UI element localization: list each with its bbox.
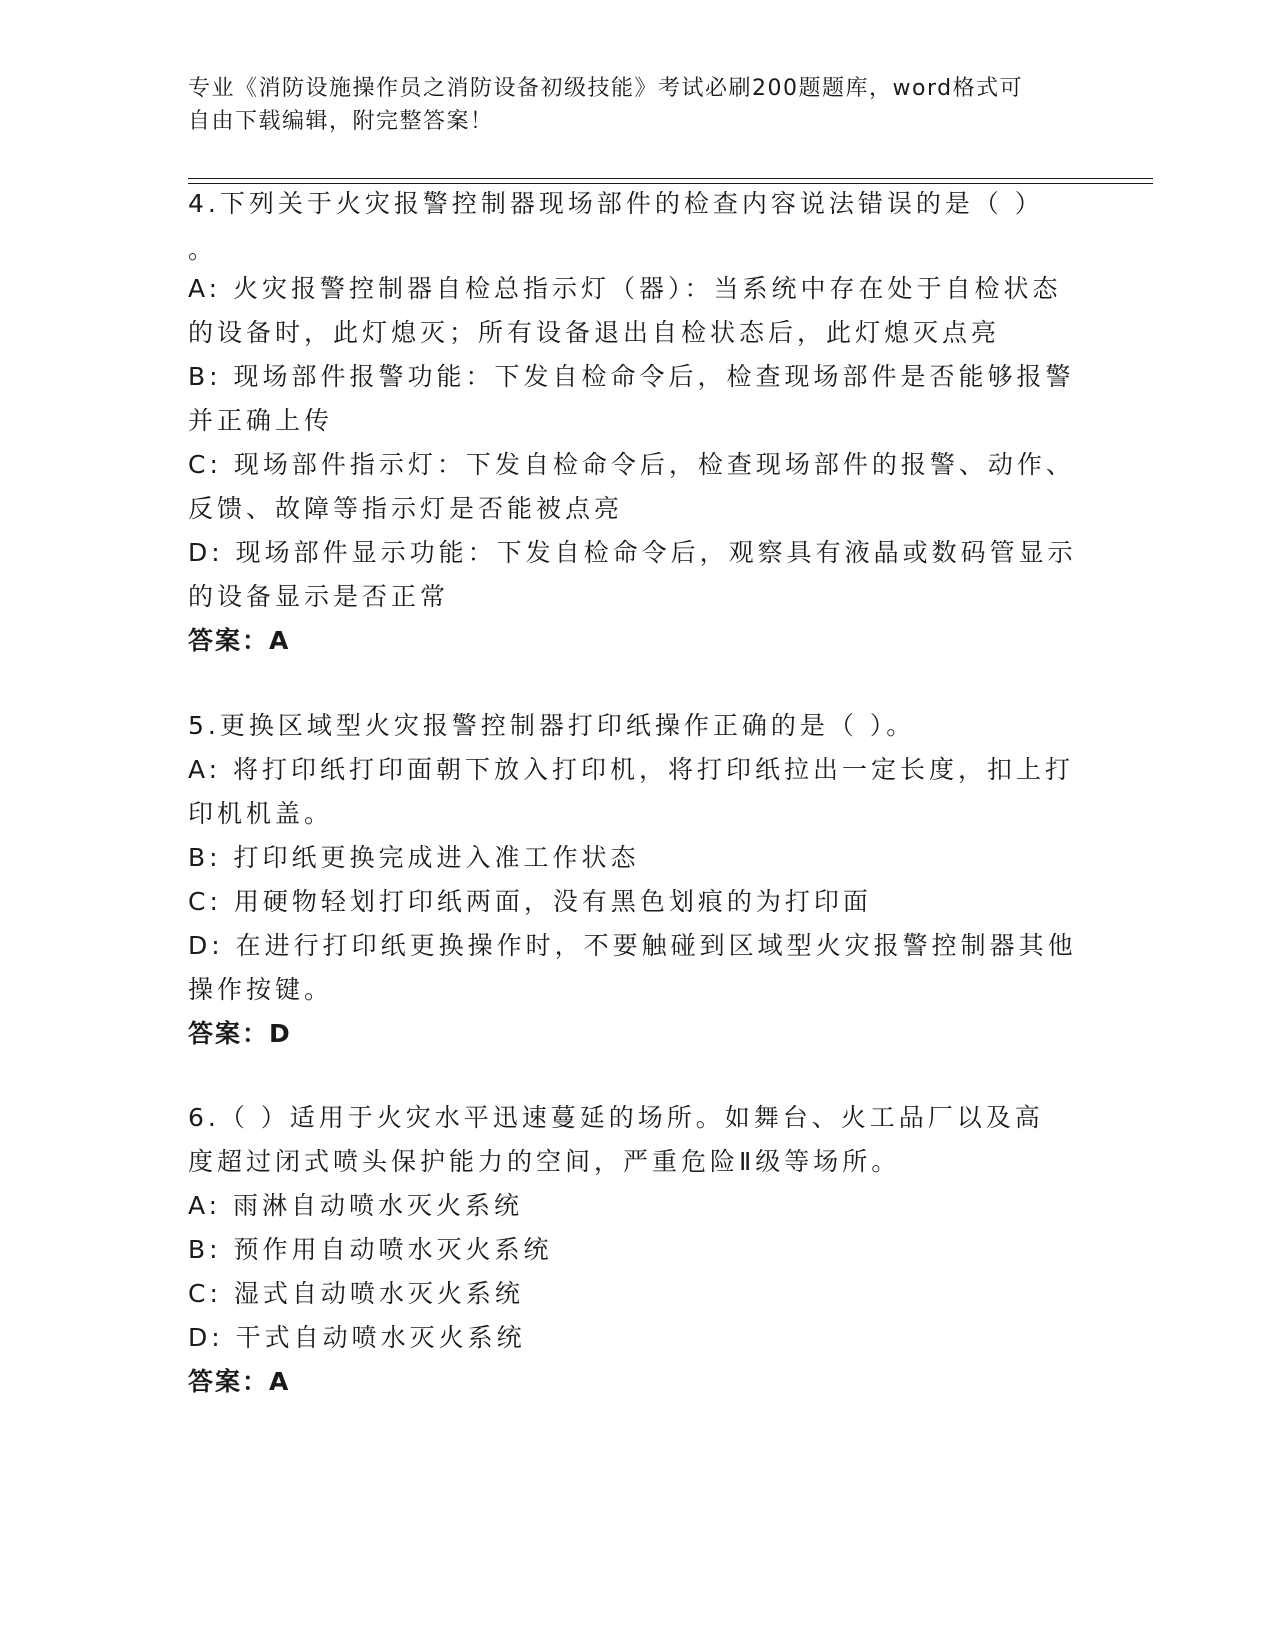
option-c: C: 湿式自动喷水灭火系统 — [188, 1279, 524, 1308]
option-d: D: 现场部件显示功能：下发自检命令后，观察具有液晶或数码管显示 — [188, 538, 1077, 567]
option-d: 操作按键。 — [188, 975, 334, 1004]
option-a: 的设备时，此灯熄灭；所有设备退出自检状态后，此灯熄灭点亮 — [188, 318, 1001, 347]
option-b: 并正确上传 — [188, 406, 334, 435]
answer-label: 答案：A — [188, 1367, 291, 1396]
question-stem: 4.下列关于火灾报警控制器现场部件的检查内容说法错误的是（ ） — [188, 189, 1044, 218]
header-divider-bottom — [188, 183, 1153, 184]
option-c: 反馈、故障等指示灯是否能被点亮 — [188, 494, 624, 523]
answer-label: 答案：A — [188, 626, 291, 655]
option-b: B: 现场部件报警功能：下发自检命令后，检查现场部件是否能够报警 — [188, 362, 1075, 391]
question-stem: 。 — [188, 235, 218, 264]
option-d: D: 在进行打印纸更换操作时，不要触碰到区域型火灾报警控制器其他 — [188, 931, 1077, 960]
header-divider-top — [188, 178, 1153, 179]
answer-label: 答案：D — [188, 1019, 292, 1048]
option-a: A: 将打印纸打印面朝下放入打印机，将打印纸拉出一定长度，扣上打 — [188, 755, 1075, 784]
question-stem: 度超过闭式喷头保护能力的空间，严重危险Ⅱ级等场所。 — [188, 1147, 901, 1176]
option-a: A: 雨淋自动喷水灭火系统 — [188, 1191, 524, 1220]
header-line-1: 专业《消防设施操作员之消防设备初级技能》考试必刷200题题库，word格式可 — [188, 76, 1024, 101]
option-a: A: 火灾报警控制器自检总指示灯（器）：当系统中存在处于自检状态 — [188, 274, 1062, 303]
document-header — [188, 72, 1068, 138]
option-c: C: 现场部件指示灯：下发自检命令后，检查现场部件的报警、动作、 — [188, 450, 1075, 479]
question-stem: 6.（ ）适用于火灾水平迅速蔓延的场所。如舞台、火工品厂以及高 — [188, 1103, 1044, 1132]
header-line-2: 自由下载编辑，附完整答案！ — [188, 109, 494, 134]
option-d: 的设备显示是否正常 — [188, 582, 450, 611]
option-b: B: 预作用自动喷水灭火系统 — [188, 1235, 553, 1264]
question-stem: 5.更换区域型火灾报警控制器打印纸操作正确的是（ ）。 — [188, 711, 916, 740]
option-b: B: 打印纸更换完成进入准工作状态 — [188, 843, 640, 872]
option-c: C: 用硬物轻划打印纸两面，没有黑色划痕的为打印面 — [188, 887, 872, 916]
option-d: D: 干式自动喷水灭火系统 — [188, 1323, 526, 1352]
option-a: 印机机盖。 — [188, 799, 334, 828]
